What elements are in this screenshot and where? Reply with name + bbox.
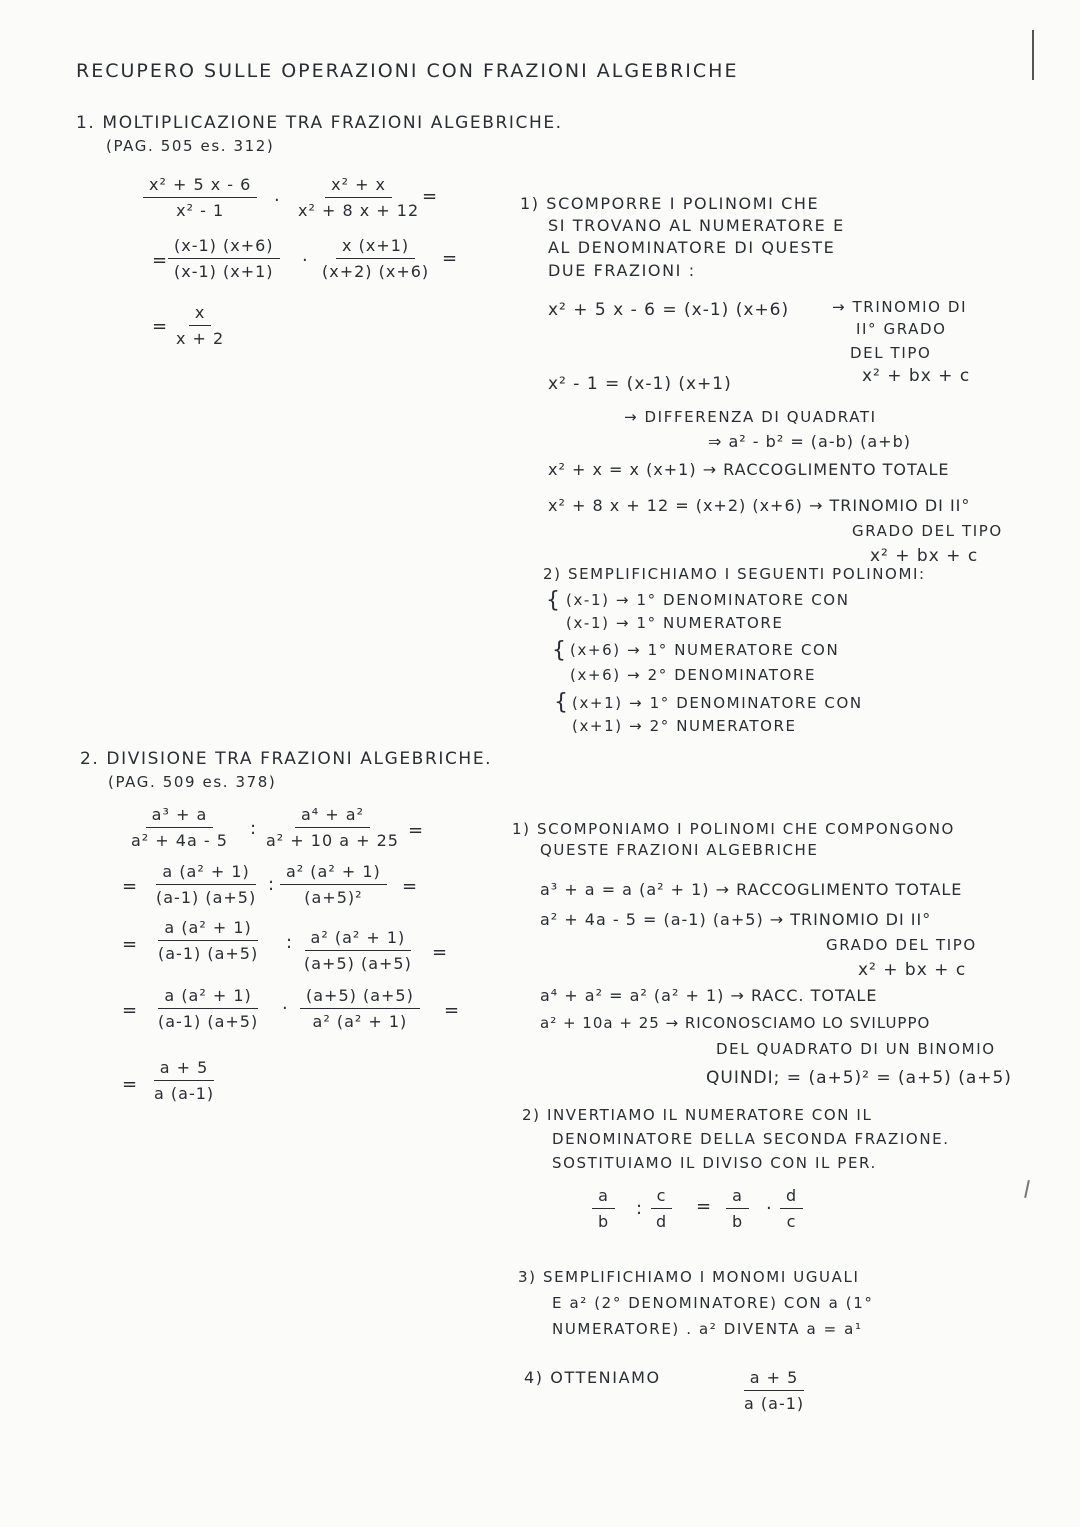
equals-sign: = (408, 820, 424, 841)
result-fraction: $\frac{a + 5}{a (a-1)}$ (154, 1058, 215, 1103)
page-title: RECUPERO SULLE OPERAZIONI CON FRAZIONI ALGEBRICHE (76, 60, 739, 82)
multiply-sign: · (282, 998, 288, 1019)
simplified-fraction-2: $\frac{x (x+1)}{(x+2) (x+6)}$ (322, 236, 430, 281)
fraction-row4-2: $\frac{(a+5) (a+5)}{\text{a² (a² + 1)}}$ (300, 986, 420, 1031)
fraction-row3-2: $\frac{\text{a² (a² + 1)}}{(a+5) (a+5)}$ (304, 928, 412, 973)
fraction-2: $\frac{\text{x² + x}}{\text{x² + 8 x + 12}}$ (298, 175, 420, 220)
fraction-1: $\frac{\text{a³ + a}}{\text{a² + 4a - 5}}$ (131, 805, 228, 850)
equals-sign: = (444, 1000, 460, 1021)
result-fraction: $\frac{x}{x + 2}$ (176, 303, 225, 348)
equals-sign: = (432, 942, 448, 963)
fraction-row2-1: $\frac{\text{a (a² + 1)}}{(a-1) (a+5)}$ (156, 862, 257, 907)
brace: { (552, 638, 567, 663)
brace: { (546, 588, 561, 613)
multiply-sign: · (302, 250, 308, 271)
divide-sign: : (268, 874, 275, 895)
equals-sign: = (152, 316, 168, 337)
simplified-fraction-1: $\frac{(x-1) (x+6)}{(x-1) (x+1)}$ (168, 236, 280, 281)
section2-heading: 2. DIVISIONE TRA FRAZIONI ALGEBRICHE. (80, 749, 493, 769)
fraction-row4-1: $\frac{\text{a (a² + 1)}}{(a-1) (a+5)}$ (158, 986, 259, 1031)
section1-reference: (PAG. 505 es. 312) (106, 137, 275, 155)
divide-sign: : (250, 818, 257, 839)
equals-sign: = (442, 248, 458, 269)
equals-sign: = (402, 876, 418, 897)
pencil-mark (1024, 1180, 1030, 1198)
fraction-row2-2: $\frac{\text{a² (a² + 1)}}{\text{(a+5)²}}$ (280, 862, 387, 907)
final-result: $\frac{a + 5}{a (a-1)}$ (744, 1368, 805, 1413)
paper-edge-mark (1032, 30, 1034, 80)
brace: { (554, 690, 569, 715)
equals-sign: = (152, 250, 168, 271)
equals-sign: = (122, 934, 138, 955)
section1-heading: 1. MOLTIPLICAZIONE TRA FRAZIONI ALGEBRICHE. (76, 113, 563, 133)
equals-sign: = (122, 876, 138, 897)
equals-sign: = (122, 1000, 138, 1021)
fraction-2: $\frac{\text{a⁴ + a²}}{\text{a² + 10 a + 25}}$ (266, 805, 399, 850)
equals-sign: = (122, 1074, 138, 1095)
divide-sign: : (286, 932, 293, 953)
fraction-1: $\frac{\text{x² + 5 x - 6}}{\text{x² - 1}}$ (143, 175, 257, 220)
section2-reference: (PAG. 509 es. 378) (108, 773, 277, 791)
multiply-sign: · (274, 190, 280, 211)
equals-sign: = (422, 186, 438, 207)
fraction-row3-1: $\frac{\text{a (a² + 1)}}{(a-1) (a+5)}$ (158, 918, 259, 963)
